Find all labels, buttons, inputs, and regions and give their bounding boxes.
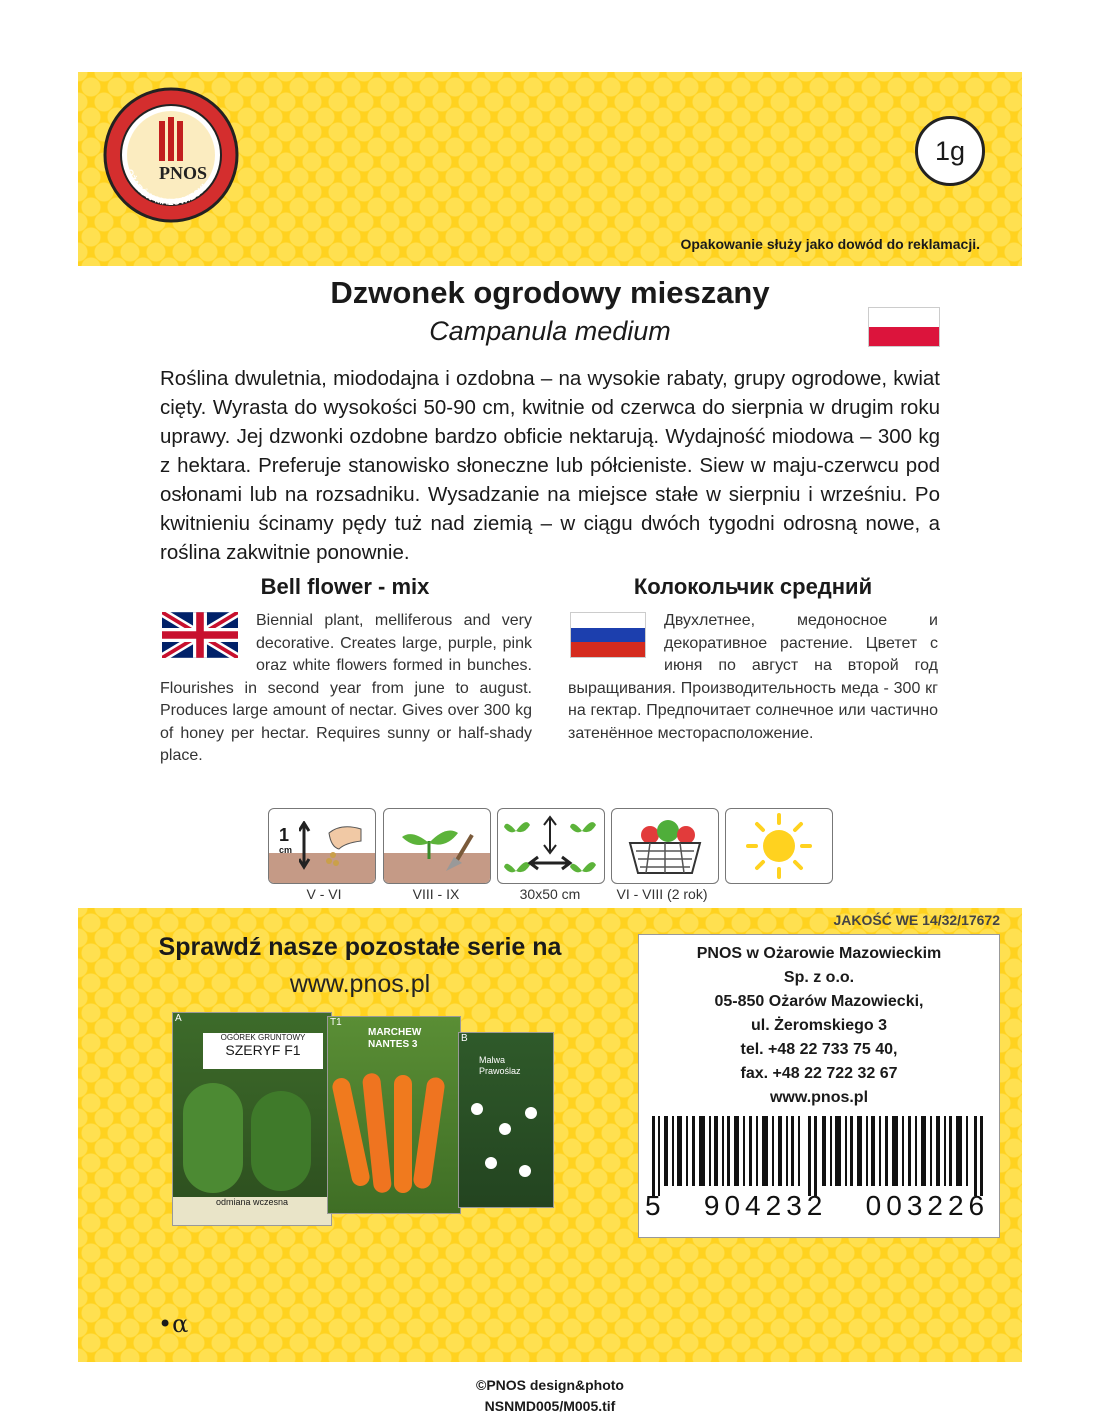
company-name: PNOS w Ożarowie Mazowieckim	[696, 945, 942, 962]
file-name: NSNMD005/M005.tif	[484, 1398, 616, 1414]
english-section	[160, 610, 532, 768]
contact-website[interactable]: www.pnos.pl	[769, 1089, 869, 1106]
barcode-number: 5 904232 003226	[645, 1190, 990, 1221]
weight-badge: 1g	[915, 116, 985, 186]
packet-carrot[interactable]: T1 MARCHEW NANTES 3	[327, 1016, 461, 1214]
phone: tel. +48 22 733 75 40,	[740, 1041, 898, 1058]
russian-section	[568, 610, 938, 745]
quality-code: JAKOŚĆ WE 14/32/17672	[833, 912, 1000, 928]
reclamation-note: Opakowanie służy jako dowód do reklamacji.	[680, 236, 980, 252]
alpha-mark: •α	[158, 1310, 189, 1338]
russian-flag-icon	[570, 612, 646, 658]
flowering-period-label: VI - VIII (2 rok)	[616, 886, 708, 902]
sowing-depth-icon: 1 cm	[268, 808, 376, 884]
sowing-period-label: V - VI	[306, 886, 342, 902]
packet-cucumber[interactable]: A OGÓREK GRUNTOWY SZERYF F1 odmiana wczesna	[172, 1012, 332, 1226]
check-series-text: Sprawdź nasze pozostałe serie na	[158, 933, 562, 961]
pnos-logo	[103, 87, 239, 223]
russian-description: Двухлетнее, медоносное и декоративное растение. Цветет с июня по август на второй год выращивания. Производительность меда - 300 кг на гектар. Предпочитает солнечное или частично затенённое месторасположение.	[568, 612, 938, 742]
latin-name: Campanula medium	[429, 316, 671, 346]
cultivation-icons	[268, 808, 832, 884]
company-form: Sp. z o.o.	[783, 969, 855, 986]
transplant-icon	[383, 808, 491, 884]
fax: fax. +48 22 722 32 67	[740, 1065, 898, 1082]
barcode	[652, 1116, 986, 1196]
website-link[interactable]: www.pnos.pl	[289, 970, 431, 998]
logo-arc-text: OŻARÓW MAZOWIECKI	[124, 167, 210, 208]
product-title: Dzwonek ogrodowy mieszany	[330, 275, 770, 310]
svg-text:PNOS: PNOS	[159, 163, 208, 183]
street-address: ul. Żeromskiego 3	[750, 1017, 888, 1034]
english-heading: Bell flower - mix	[260, 574, 430, 599]
postal-address: 05-850 Ożarów Mazowiecki,	[714, 993, 924, 1010]
copyright: ©PNOS design&photo	[476, 1377, 624, 1393]
russian-heading: Колокольчик средний	[633, 574, 873, 599]
uk-flag-icon	[162, 612, 238, 658]
packet-mallow[interactable]: B Malwa Prawoślaz	[458, 1032, 554, 1208]
harvest-basket-icon	[611, 808, 719, 884]
spacing-label: 30x50 cm	[519, 886, 581, 902]
description-polish: Roślina dwuletnia, miododajna i ozdobna – na wysokie rabaty, grupy ogrodowe, kwiat cięty. Wyrasta do wysokości 50-90 cm, kwitnie od czerwca do sierpnia w drugim roku uprawy. Jej dzwonki ozdobne bardzo obficie nektarują. Wydajność miodowa – 300 kg z hektara. Preferuje stanowisko słoneczne lub półcieniste. Siew w maju-czerwcu pod osłonami lub na rozsadniku. Wysadzanie na miejsce stałe w sierpniu i wrześniu. Po kwitnieniu ścinamy pędy tuż nad ziemią – w ciągu dwóch tygodni odrosną nowe, a roślina zakwitnie ponownie.	[160, 367, 940, 564]
polish-flag-icon	[868, 307, 940, 347]
transplant-period-label: VIII - IX	[412, 886, 460, 902]
sun-icon	[725, 808, 833, 884]
spacing-icon	[497, 808, 605, 884]
english-description: Biennial plant, melliferous and very decorative. Creates large, purple, pink oraz white flowers formed in bunches. Flourishes in second year from june to august. Produces large amount of nectar. Gives over 300 kg of honey per hectar. Requires sunny or half-shady place.	[160, 612, 532, 764]
